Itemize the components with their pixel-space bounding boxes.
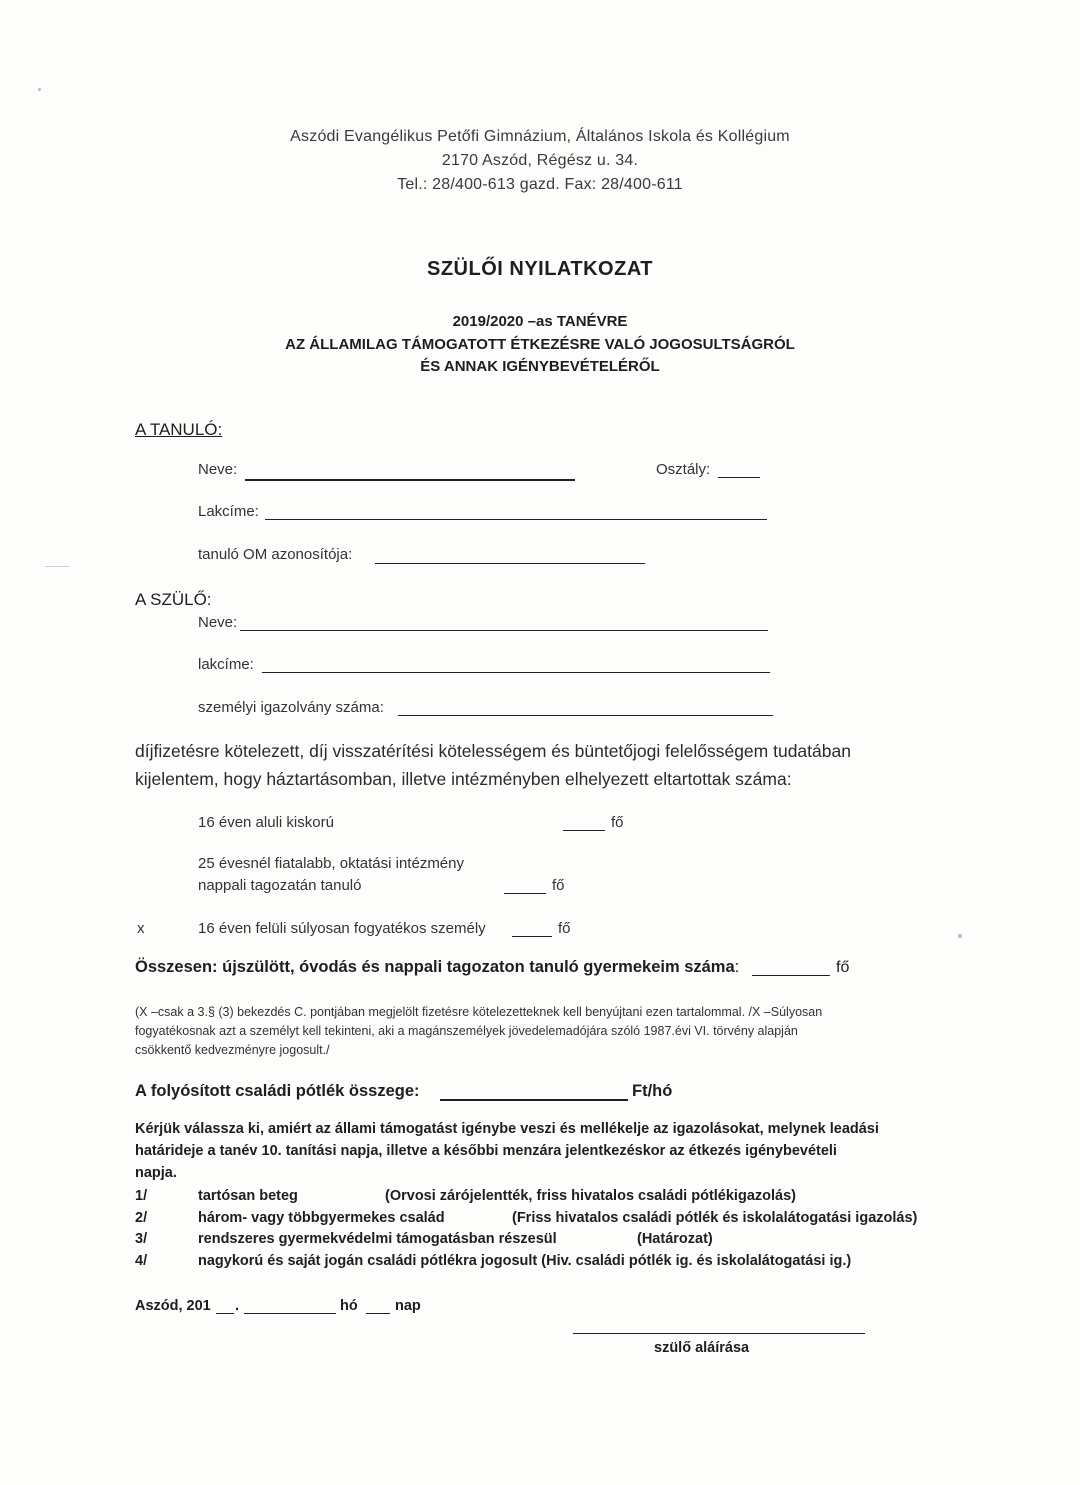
note-line2: fogyatékosnak azt a személyt kell tekinteni, aki a magánszemélyek jövedelemadójára szóló 1987.évi VI. törvény alapján [135,1024,798,1038]
class-label: Osztály: [656,461,711,478]
instructions-line1: Kérjük válassza ki, amiért az állami támogatást igénybe veszi és mellékelje az igazolásokat, melynek leadási [135,1121,879,1137]
allowance-label: A folyósított családi pótlék összege: [135,1082,420,1100]
note-line1: (X –csak a 3.§ (3) bekezdés C. pontjában megjelölt fizetésre kötelezetteknek kell benyújtani ezen tartalommal. /X –Súlyosan [135,1005,823,1019]
school-name: Aszódi Evangélikus Petőfi Gimnázium, Általános Iskola és Kollégium [290,128,790,145]
form-title: SZÜLŐI NYILATKOZAT [426,258,653,280]
option-1-label[interactable]: tartósan beteg [198,1188,298,1204]
count-student-unit: fő [552,877,565,894]
student-heading: A TANULÓ: [135,420,223,439]
scan-speck [38,88,41,91]
option-4-number[interactable]: 4/ [135,1253,148,1269]
parent-heading: A SZÜLŐ: [135,590,212,609]
date-day-unit: nap [395,1298,421,1314]
option-2-label[interactable]: három- vagy többgyermekes család [198,1210,445,1226]
subtitle-year: 2019/2020 –as TANÉVRE [452,313,628,330]
date-year-field[interactable] [216,1313,234,1314]
option-1-number[interactable]: 1/ [135,1188,148,1204]
total-label: Összesen: újszülött, óvodás és nappali tagozaton tanuló gyermekeim száma: [135,958,740,976]
count-student-label-1: 25 évesnél fiatalabb, oktatási intézmény [198,855,464,872]
student-om-field[interactable] [375,563,645,564]
option-1-proof: (Orvosi zárójelentték, friss hivatalos családi pótlékigazolás) [385,1188,796,1204]
total-unit: fő [836,959,850,976]
instructions-line3: napja. [135,1165,177,1181]
subtitle-line2: AZ ÁLLAMILAG TÁMOGATOTT ÉTKEZÉSRE VALÓ JOGOSULTSÁGRÓL [285,336,795,353]
instructions-line2: határideje a tanév 10. tanítási napja, illetve a későbbi menzára jelentkezéskor az étkezés igénybevételi [135,1143,837,1159]
count-student-field[interactable] [504,893,546,894]
date-place: Aszód, 201 [135,1298,211,1314]
scan-mark [45,566,69,567]
parent-name-field[interactable] [240,630,768,631]
parent-address-label: lakcíme: [198,656,254,673]
declaration-line2: kijelentem, hogy háztartásomban, illetve intézményben elhelyezett eltartottak száma: [135,769,792,789]
declaration-line1: díjfizetésre kötelezett, díj visszatérítési kötelességem és büntetőjogi felelősségem tudatában [135,741,851,761]
count-student-label-2: nappali tagozatán tanuló [198,877,362,894]
parent-name-label: Neve: [198,614,238,631]
date-month-field[interactable] [244,1313,336,1314]
parent-id-label: személyi igazolvány száma: [198,699,384,716]
student-address-field[interactable] [265,519,767,520]
date-month-unit: hó [340,1298,358,1314]
class-field[interactable] [718,477,760,478]
subtitle-line3: ÉS ANNAK IGÉNYBEVÉTELÉRŐL [420,358,660,375]
allowance-unit: Ft/hó [632,1082,673,1100]
count-disabled-unit: fő [558,920,571,937]
note-line3: csökkentő kedvezményre jogosult./ [135,1043,330,1057]
signature-field[interactable] [573,1333,865,1334]
student-name-label: Neve: [198,461,238,478]
allowance-field[interactable] [440,1099,628,1101]
count-disabled-field[interactable] [512,936,552,937]
option-4-label[interactable]: nagykorú és saját jogán családi pótlékra jogosult (Hiv. családi pótlék ig. és iskolalátogatási ig.) [198,1253,852,1269]
total-field[interactable] [752,975,830,976]
option-3-number[interactable]: 3/ [135,1231,148,1247]
scan-speck [958,934,962,938]
count-disabled-label: 16 éven felüli súlyosan fogyatékos személy [198,920,486,937]
date-dot: . [235,1298,240,1314]
date-day-field[interactable] [366,1313,390,1314]
school-phone: Tel.: 28/400-613 gazd. Fax: 28/400-611 [397,176,683,193]
option-3-label[interactable]: rendszeres gyermekvédelmi támogatásban részesül [198,1231,557,1247]
signature-label: szülő aláírása [654,1340,750,1356]
parent-address-field[interactable] [262,672,770,673]
student-name-field[interactable] [245,479,575,481]
option-2-proof: (Friss hivatalos családi pótlék és iskolalátogatási igazolás) [512,1210,918,1226]
student-om-label: tanuló OM azonosítója: [198,546,353,563]
school-address: 2170 Aszód, Régész u. 34. [441,152,639,169]
option-3-proof: (Határozat) [637,1231,713,1247]
parent-id-field[interactable] [398,715,773,716]
count-under16-label: 16 éven aluli kiskorú [198,814,334,831]
count-disabled-marker: x [137,920,145,937]
count-under16-field[interactable] [563,830,605,831]
option-2-number[interactable]: 2/ [135,1210,148,1226]
count-under16-unit: fő [611,814,624,831]
student-address-label: Lakcíme: [198,503,259,520]
